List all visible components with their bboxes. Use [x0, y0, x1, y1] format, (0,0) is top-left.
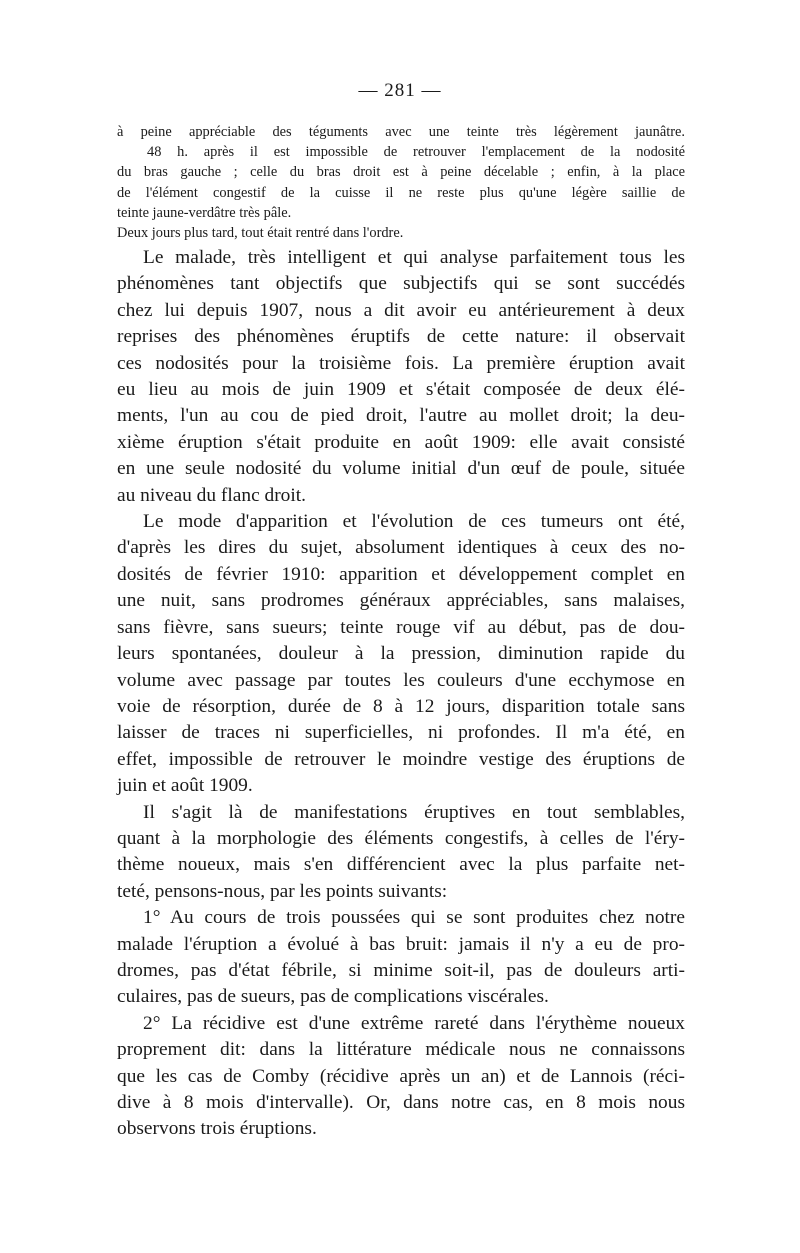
text-line: dromes, pas d'état fébrile, si minime soit-il, pas de douleurs arti- — [117, 959, 685, 981]
text-line: proprement dit: dans la littérature médicale nous ne connaissons — [117, 1039, 685, 1061]
text-line: chez lui depuis 1907, nous a dit avoir eu antérieurement à deux — [117, 299, 685, 321]
text-line: xième éruption s'était produite en août 1909: elle avait consisté — [117, 431, 685, 453]
text-line: phénomènes tant objectifs que subjectifs qui se sont succédés — [117, 273, 685, 295]
text-line: 48 h. après il est impossible de retrouver l'emplacement de la nodosité — [147, 144, 685, 161]
text-line: une nuit, sans prodromes généraux appréciables, sans malaises, — [117, 590, 685, 612]
text-line: Deux jours plus tard, tout était rentré dans l'ordre. — [117, 225, 404, 242]
text-line: que les cas de Comby (récidive après un an) et de Lannois (réci- — [117, 1065, 685, 1087]
main-body-text — [117, 245, 685, 1143]
text-line: du bras gauche ; celle du bras droit est à peine décelable ; enfin, à la place — [117, 164, 685, 181]
paragraph-5 — [117, 1011, 685, 1143]
paragraph-4 — [117, 905, 685, 1011]
case-notes-small-text — [117, 122, 685, 243]
text-line: laisser de traces ni superficielles, ni profondes. Il m'a été, en — [117, 722, 685, 744]
text-line: dosités de février 1910: apparition et développement complet en — [117, 563, 685, 585]
paragraph-3 — [117, 800, 685, 906]
paragraph-2 — [117, 509, 685, 799]
text-line: à peine appréciable des téguments avec une teinte très légèrement jaunâtre. — [117, 124, 685, 140]
text-line: eu lieu au mois de juin 1909 et s'était composée de deux élé- — [117, 379, 685, 401]
text-line: Le malade, très intelligent et qui analyse parfaitement tous les — [143, 247, 685, 268]
text-line: Le mode d'apparition et l'évolution de ces tumeurs ont été, — [143, 511, 685, 533]
text-line: culaires, pas de sueurs, pas de complications viscérales. — [117, 986, 549, 1008]
text-line: observons trois éruptions. — [117, 1118, 317, 1140]
text-line: effet, impossible de retrouver le moindre vestige des éruptions de — [117, 748, 685, 770]
text-line: au niveau du flanc droit. — [117, 484, 306, 506]
text-line: juin et août 1909. — [117, 775, 253, 797]
paragraph-1 — [117, 245, 685, 509]
page-number: — 281 — — [358, 80, 442, 101]
text-line: ces nodosités pour la troisième fois. La première éruption avait — [117, 352, 685, 374]
text-line: 1° Au cours de trois poussées qui se sont produites chez notre — [143, 907, 685, 929]
text-line: d'après les dires du sujet, absolument identiques à ceux des no- — [117, 537, 685, 559]
text-line: malade l'éruption a évolué à bas bruit: jamais il n'y a eu de pro- — [117, 933, 685, 955]
text-line: leurs spontanées, douleur à la pression, diminution rapide du — [117, 643, 685, 665]
text-line: de l'élément congestif de la cuisse il ne reste plus qu'une légère saillie de — [117, 184, 685, 201]
text-line: Il s'agit là de manifestations éruptives en tout semblables, — [143, 801, 685, 823]
text-line: sans fièvre, sans sueurs; teinte rouge vif au début, pas de dou- — [117, 616, 685, 638]
text-line: 2° La récidive est d'une extrême rareté dans l'érythème noueux — [143, 1012, 685, 1034]
text-line: voie de résorption, durée de 8 à 12 jours, disparition totale sans — [117, 695, 685, 717]
text-line: volume avec passage par toutes les couleurs d'une ecchymose en — [117, 669, 685, 691]
text-line: teté, pensons-nous, par les points suivants: — [117, 880, 448, 902]
text-line: en une seule nodosité du volume initial d'un œuf de poule, située — [117, 458, 685, 480]
text-line: quant à la morphologie des éléments congestifs, à celles de l'éry- — [117, 827, 685, 849]
text-line: thème noueux, mais s'en différencient avec la plus parfaite net- — [117, 854, 685, 876]
text-line: reprises des phénomènes éruptifs de cette nature: il observait — [117, 326, 685, 348]
text-line: dive à 8 mois d'intervalle). Or, dans notre cas, en 8 mois nous — [117, 1092, 685, 1113]
text-line: ments, l'un au cou de pied droit, l'autre au mollet droit; la deu- — [117, 405, 685, 427]
text-line: teinte jaune-verdâtre très pâle. — [117, 204, 292, 221]
